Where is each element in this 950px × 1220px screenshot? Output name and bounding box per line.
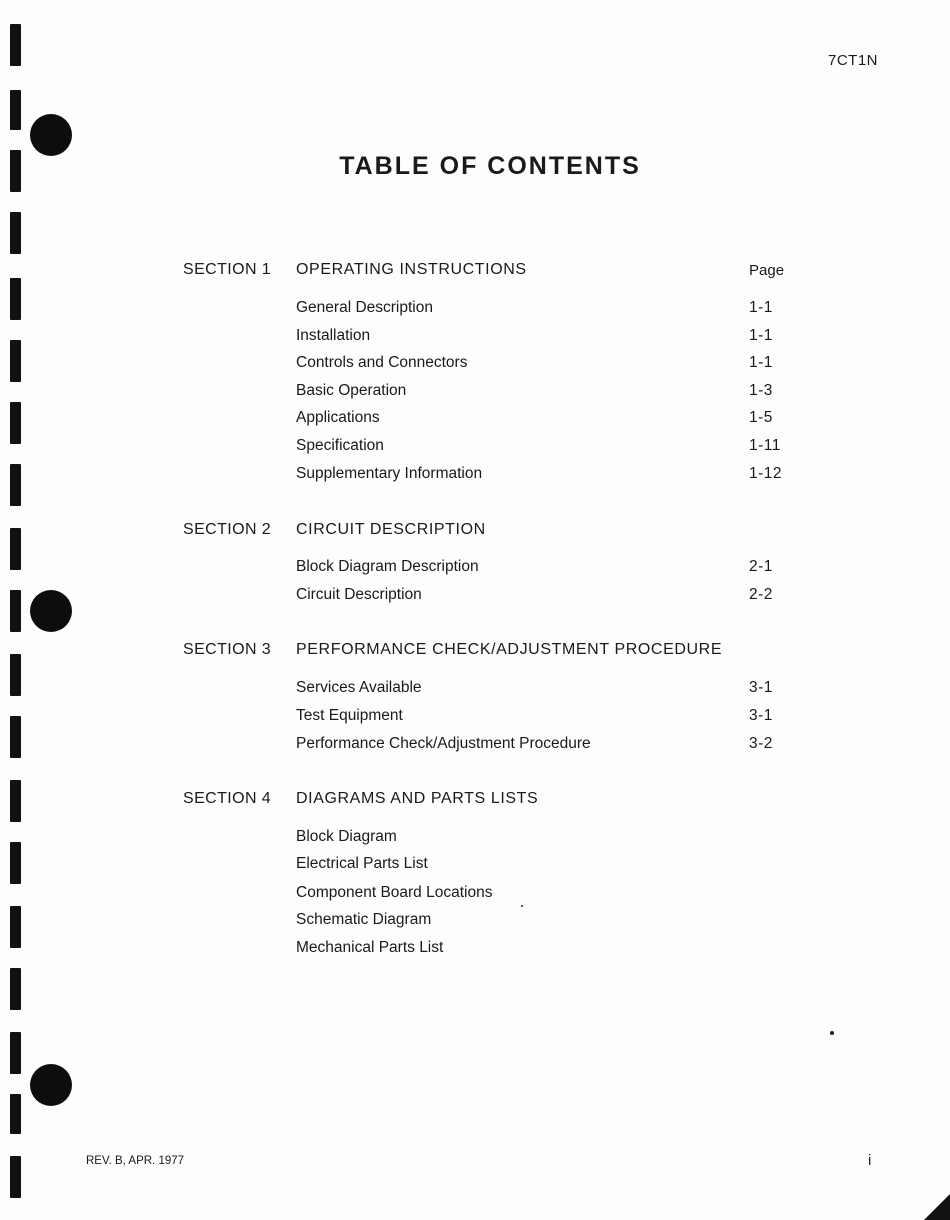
toc-entry[interactable]: Installation — [296, 327, 371, 344]
section-label: SECTION 1 — [183, 261, 272, 278]
binding-mark — [10, 1032, 21, 1074]
binding-mark — [10, 278, 21, 320]
section-label: SECTION 3 — [183, 641, 272, 658]
toc-entry[interactable]: General Description — [296, 299, 433, 316]
section-title: PERFORMANCE CHECK/ADJUSTMENT PROCEDURE — [296, 641, 723, 658]
document-id: 7CT1N — [827, 52, 878, 69]
binding-mark — [10, 590, 21, 632]
toc-page-number: 1-3 — [749, 382, 773, 399]
toc-page-number: 1-11 — [749, 437, 781, 454]
binding-mark — [10, 1094, 21, 1134]
binding-mark — [10, 906, 21, 948]
toc-entry[interactable]: Circuit Description — [296, 586, 422, 603]
section-title: DIAGRAMS AND PARTS LISTS — [296, 790, 539, 807]
toc-page-number: 1-12 — [749, 465, 783, 482]
binding-mark — [10, 716, 21, 758]
toc-entry[interactable]: Controls and Connectors — [296, 354, 468, 371]
toc-entry[interactable]: Test Equipment — [296, 707, 403, 724]
section-title: OPERATING INSTRUCTIONS — [296, 261, 527, 278]
toc-page-number: 2-1 — [749, 558, 773, 575]
section-label: SECTION 2 — [183, 521, 272, 538]
binding-mark — [10, 212, 21, 254]
toc-page-number: 3-2 — [749, 735, 773, 752]
binding-mark — [10, 1156, 21, 1198]
section-title: CIRCUIT DESCRIPTION — [296, 521, 486, 538]
page-corner-mark — [924, 1194, 950, 1220]
section-label: SECTION 4 — [183, 790, 272, 807]
binding-mark — [10, 968, 21, 1010]
scan-speck — [830, 1031, 834, 1035]
toc-entry[interactable]: Mechanical Parts List — [296, 939, 444, 956]
toc-entry[interactable]: Applications — [296, 409, 380, 426]
binding-mark — [10, 340, 21, 382]
binding-mark — [10, 842, 21, 884]
page-title: TABLE OF CONTENTS — [339, 152, 641, 180]
binding-mark — [10, 402, 21, 444]
toc-page-number: 3-1 — [749, 679, 773, 696]
punch-hole — [30, 114, 72, 156]
binding-mark — [10, 90, 21, 130]
toc-entry[interactable]: Specification — [296, 437, 384, 454]
toc-page-number: 3-1 — [749, 707, 773, 724]
page-number: i — [868, 1152, 872, 1169]
toc-page-number: 1-1 — [749, 327, 773, 344]
binding-mark — [10, 780, 21, 822]
toc-entry[interactable]: Basic Operation — [296, 382, 407, 399]
binding-mark — [10, 528, 21, 570]
page-column-label: Page — [749, 262, 785, 279]
toc-page-number: 1-1 — [749, 299, 773, 316]
toc-entry[interactable]: Component Board Locations — [296, 884, 493, 901]
toc-page-number: 1-5 — [749, 409, 773, 426]
toc-page-number: 1-1 — [749, 354, 773, 371]
binding-edge — [0, 0, 80, 1220]
binding-mark — [10, 654, 21, 696]
toc-entry[interactable]: Performance Check/Adjustment Procedure — [296, 735, 591, 752]
toc-entry[interactable]: Supplementary Information — [296, 465, 483, 482]
scan-speck — [521, 905, 523, 907]
binding-mark — [10, 24, 21, 66]
toc-page-number: 2-2 — [749, 586, 773, 603]
toc-entry[interactable]: Block Diagram — [296, 828, 397, 845]
punch-hole — [30, 590, 72, 632]
binding-mark — [10, 464, 21, 506]
toc-entry[interactable]: Schematic Diagram — [296, 911, 432, 928]
punch-hole — [30, 1064, 72, 1106]
toc-entry[interactable]: Block Diagram Description — [296, 558, 479, 575]
revision-note: REV. B, APR. 1977 — [86, 1155, 185, 1167]
toc-entry[interactable]: Services Available — [296, 679, 422, 696]
toc-entry[interactable]: Electrical Parts List — [296, 855, 428, 872]
